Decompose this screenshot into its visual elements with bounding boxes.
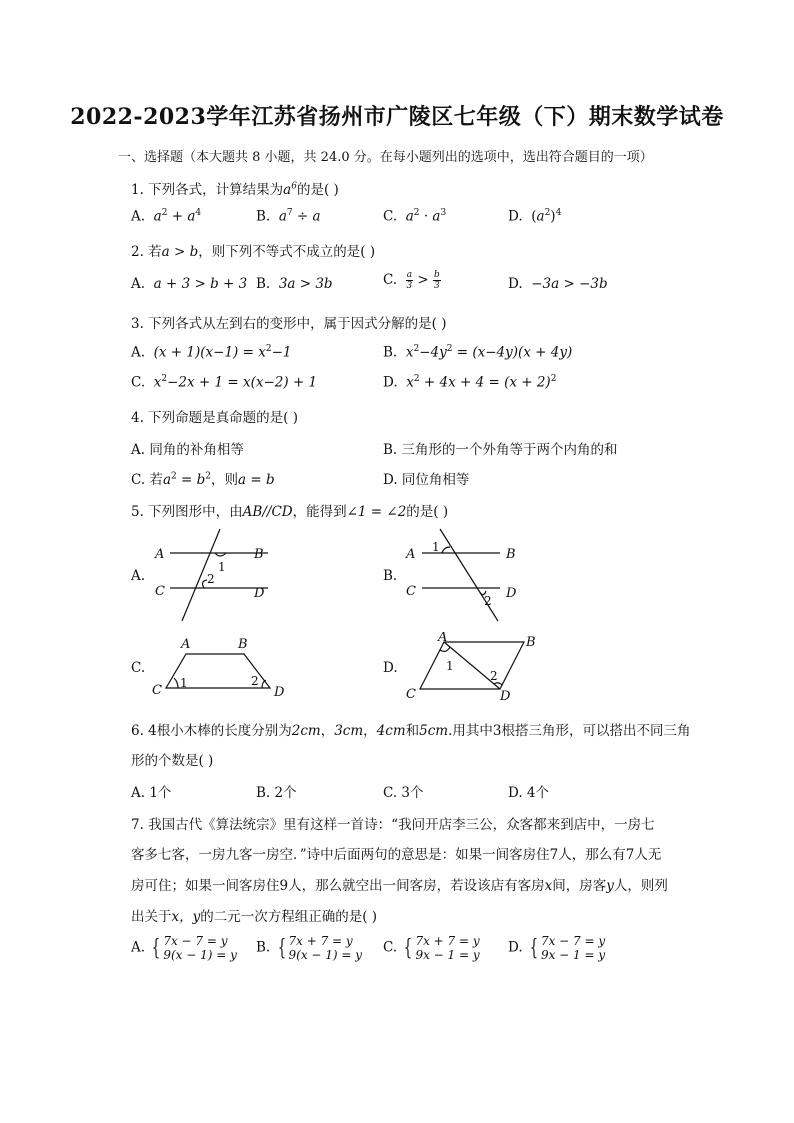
q5-figure-c	[148, 632, 298, 702]
question-7-line-3: 房可住；如果一间客房住9人，那么就空出一间客房，若设该店有客房x间，房客y人，则列	[131, 878, 668, 894]
label-b: B	[238, 637, 248, 652]
label-a: A	[406, 547, 416, 562]
label-angle-2: 2	[484, 594, 492, 608]
q2-option-b[interactable]: B. 3a > 3b	[256, 276, 333, 292]
label-d: D	[254, 586, 265, 601]
label-b: B	[506, 547, 516, 562]
q6-option-c[interactable]: C. 3个	[383, 785, 424, 801]
label-c: C	[406, 687, 416, 702]
question-6-line-2: 形的个数是( )	[131, 753, 214, 769]
q4-option-c[interactable]: C. 若$a^2 = b^2$，则a = b	[131, 471, 275, 488]
q1-option-c[interactable]: C. $a^2 \cdot a^3$	[383, 208, 447, 225]
label-d: D	[274, 685, 285, 700]
label-b: B	[526, 635, 536, 650]
q1-option-a[interactable]: A. $a^2 + a^4$	[131, 208, 202, 225]
label-c: C	[155, 584, 165, 599]
question-7-line-1: 7. 我国古代《算法统宗》里有这样一首诗：“我问开店李三公，众客都来到店中，一房七	[131, 817, 655, 833]
q7-option-c[interactable]: C. { 7x + 7 = y 9x − 1 = y	[383, 934, 480, 962]
question-7-line-2: 客多七客，一房九客一房空．”诗中后面两句的意思是：如果一间客房住7人，那么有7人无	[131, 847, 662, 863]
section-heading: 一、选择题（本大题共 8 小题，共 24.0 分。在每小题列出的选项中，选出符合题目的一项）	[118, 150, 653, 165]
label-angle-1: 1	[180, 676, 188, 690]
q4-option-b[interactable]: B. 三角形的一个外角等于两个内角的和	[383, 442, 618, 458]
question-3-stem: 3. 下列各式从左到右的变形中，属于因式分解的是( )	[131, 316, 447, 332]
q7-option-b[interactable]: B. { 7x + 7 = y 9(x − 1) = y	[256, 934, 363, 962]
q6-option-b[interactable]: B. 2个	[256, 785, 297, 801]
q5-figure-d	[400, 632, 550, 702]
q3-option-c[interactable]: C. $x^2-2x + 1 = x(x-2) + 1$	[131, 374, 318, 391]
question-1-stem: 1. 下列各式，计算结果为$a^6$的是( )	[131, 181, 339, 198]
question-6-line-1: 6. 4根小木棒的长度分别为2cm，3cm，4cm和5cm.用其中3根搭三角形，可以搭出不同三角	[131, 723, 691, 739]
q1-option-b[interactable]: B. $a^7 \div a$	[256, 208, 321, 225]
q3-option-d[interactable]: D. $x^2 + 4x + 4 = (x + 2)^2$	[383, 374, 557, 391]
q6-option-d[interactable]: D. 4个	[508, 785, 550, 801]
q5-figure-b	[400, 525, 530, 625]
q2-option-d[interactable]: D. −3a > −3b	[508, 276, 608, 292]
label-angle-2: 2	[207, 572, 215, 586]
q1-option-d[interactable]: D. $(a^2)^4$	[508, 208, 562, 225]
question-4-stem: 4. 下列命题是真命题的是( )	[131, 410, 298, 426]
q3-option-b[interactable]: B. $x^2-4y^2 = (x-4y)(x + 4y)$	[383, 344, 573, 361]
label-angle-1: 1	[446, 659, 454, 673]
q5-option-d[interactable]: D.	[383, 660, 398, 676]
question-7-line-4: 出关于x，y的二元一次方程组正确的是( )	[131, 909, 378, 925]
question-2-stem: 2. 若a > b，则下列不等式不成立的是( )	[131, 244, 376, 260]
question-5-stem: 5. 下列图形中，由AB//CD，能得到∠1 = ∠2的是( )	[131, 504, 449, 520]
q5-option-c[interactable]: C.	[131, 660, 146, 676]
q7-option-a[interactable]: A. { 7x − 7 = y 9(x − 1) = y	[131, 934, 237, 962]
label-b: B	[254, 547, 264, 562]
q7-option-d[interactable]: D. { 7x − 7 = y 9x − 1 = y	[508, 934, 606, 962]
label-a: A	[155, 547, 165, 562]
q2-option-a[interactable]: A. a + 3 > b + 3	[131, 276, 248, 292]
label-d: D	[500, 689, 511, 702]
label-angle-2: 2	[490, 669, 498, 683]
q6-option-a[interactable]: A. 1个	[131, 785, 172, 801]
page-title: 2022-2023学年江苏省扬州市广陵区七年级（下）期末数学试卷	[70, 104, 724, 130]
q4-option-d[interactable]: D. 同位角相等	[383, 472, 470, 488]
label-angle-1: 1	[432, 540, 440, 554]
q5-figure-a	[148, 525, 278, 625]
label-a: A	[438, 632, 448, 645]
label-c: C	[152, 683, 162, 698]
label-c: C	[406, 584, 416, 599]
label-a: A	[181, 637, 191, 652]
q5-option-b[interactable]: B.	[383, 568, 398, 584]
q2-option-c[interactable]: C. $\frac{a}{3}$ > $\frac{b}{3}$	[383, 270, 440, 291]
q3-option-a[interactable]: A. $(x + 1)(x-1) = x^2-1$	[131, 344, 292, 361]
label-d: D	[506, 586, 517, 601]
q5-option-a[interactable]: A.	[131, 568, 146, 584]
label-angle-2: 2	[251, 674, 259, 688]
q4-option-a[interactable]: A. 同角的补角相等	[131, 442, 244, 458]
label-angle-1: 1	[218, 560, 226, 574]
